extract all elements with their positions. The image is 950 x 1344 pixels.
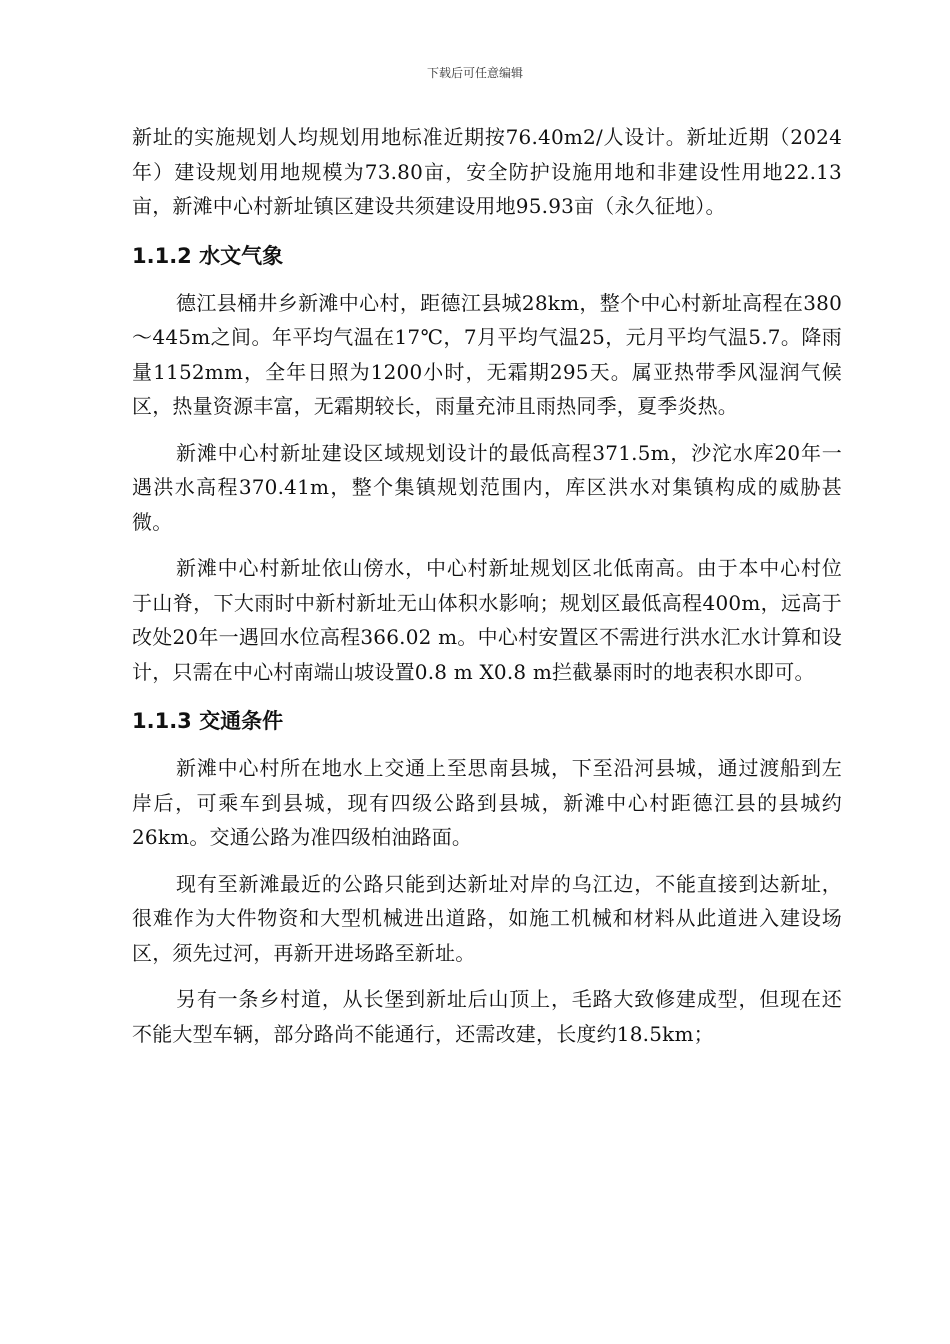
page-header: 下载后可任意编辑 bbox=[426, 66, 523, 80]
paragraph-flood-elevation: 新滩中心村新址建设区域规划设计的最低高程371.5m，沙沱水库20年一遇洪水高程370.41m，整个集镇规划范围内，库区洪水对集镇构成的威胁甚微。 bbox=[132, 440, 842, 534]
section-heading-hydrology: 1.1.2 水文气象 bbox=[132, 243, 284, 268]
section-heading-traffic: 1.1.3 交通条件 bbox=[132, 709, 284, 733]
paragraph-planning-land: 新址的实施规划人均规划用地标准近期按76.40m2/人设计。新址近期（2024年）建设规划用地规模为73.80亩，安全防护设施用地和非建设性用地22.13亩，新滩中心村新址镇区建设共须建设用地95.93亩（永久征地）。 bbox=[132, 125, 842, 218]
document-body bbox=[132, 120, 842, 1063]
paragraph-village-road: 另有一条乡村道，从长堡到新址后山顶上，毛路大致修建成型，但现在还不能大型车辆，部分路尚不能通行，还需改建，长度约18.5km； bbox=[132, 987, 842, 1046]
paragraph-water-transport: 新滩中心村所在地水上交通上至思南县城，下至沿河县城，通过渡船到左岸后，可乘车到县城，现有四级公路到县城，新滩中心村距德江县的县城约26km。交通公路为准四级柏油路面。 bbox=[132, 756, 842, 849]
paragraph-road-access: 现有至新滩最近的公路只能到达新址对岸的乌江边，不能直接到达新址，很难作为大件物资和大型机械进出道路，如施工机械和材料从此道进入建设场区，须先过河，再新开进场路至新址。 bbox=[132, 871, 842, 965]
paragraph-climate: 德江县桶井乡新滩中心村，距德江县城28km，整个中心村新址高程在380～445m之间。年平均气温在17℃，7月平均气温25，元月平均气温5.7。降雨量1152mm，全年日照为1200小时，无霜期295天。属亚热带季风湿润气候区，热量资源丰富，无霜期较长，雨量充沛且雨热同季，夏季炎热。 bbox=[132, 290, 842, 418]
paragraph-terrain-drainage: 新滩中心村新址依山傍水，中心村新址规划区北低南高。由于本中心村位于山脊，下大雨时中新村新址无山体积水影响；规划区最低高程400m，远高于改处20年一遇回水位高程366.02 m。中心村安置区不需进行洪水汇水计算和设计，只需在中心村南端山坡设置0.8 m X0.8 m拦截暴雨时的地表积水即可。 bbox=[132, 556, 842, 684]
